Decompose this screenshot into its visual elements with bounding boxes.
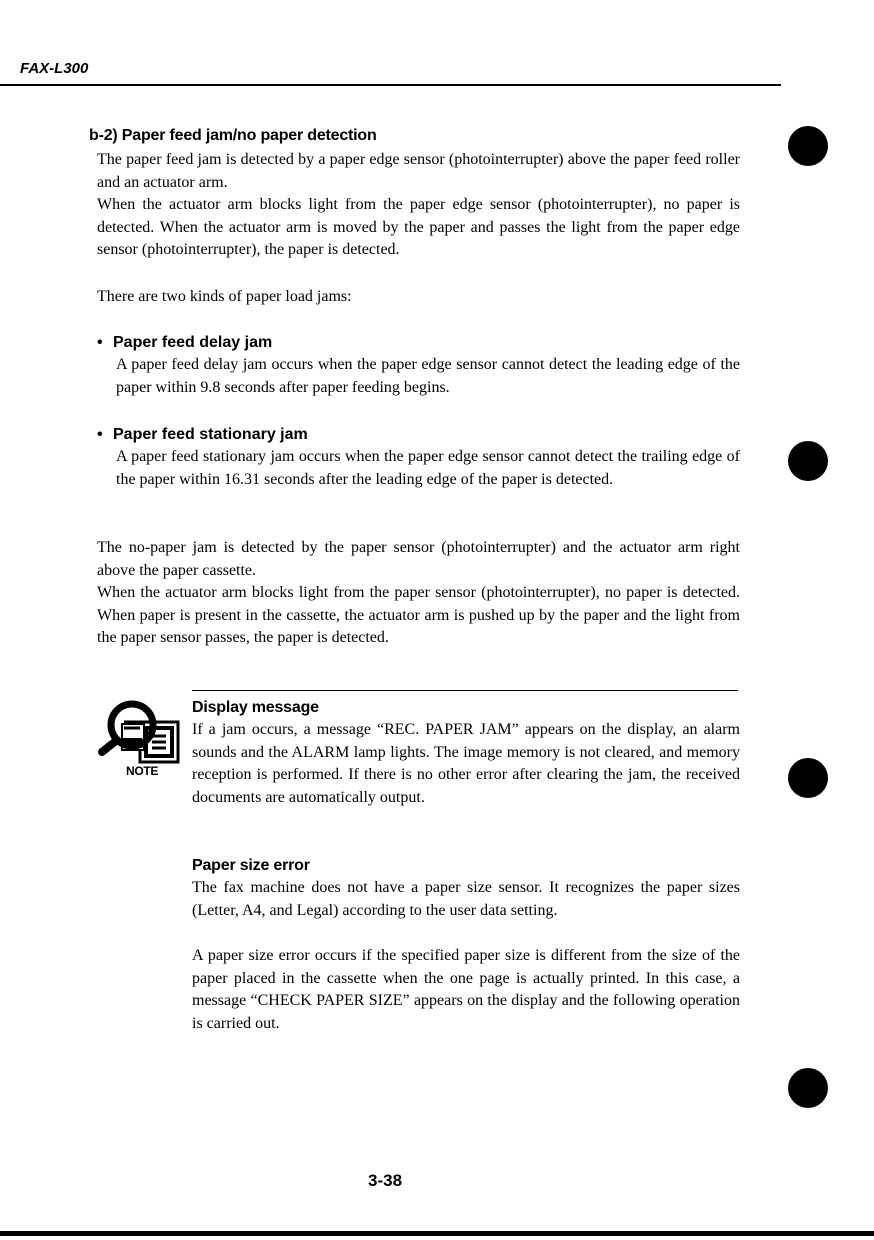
binding-hole-2 [788,441,828,481]
jam-type-1-title: Paper feed delay jam [113,334,273,351]
header-rule [0,84,781,86]
footer-bar [0,1231,874,1236]
bullet-icon: • [97,334,103,351]
binding-hole-3 [788,758,828,798]
jam-type-2-title: Paper feed stationary jam [113,426,308,443]
note-icon-label: NOTE [126,764,159,778]
note-icon [96,700,186,790]
section-heading: b-2) Paper feed jam/no paper detection [89,127,377,144]
bullet-icon: • [97,426,103,443]
jam-type-1-heading [97,332,272,354]
document-header-title: FAX-L300 [20,60,89,77]
binding-hole-1 [788,126,828,166]
intro-paragraph-2: When the actuator arm blocks light from the paper edge sensor (photointerrupter), no paper is detected. When the actuator arm is moved by the paper and passes the light from the paper edge sensor (photointerrupter), the paper is detected. [97,196,740,259]
binding-hole-4 [788,1068,828,1108]
jam-type-2-body: A paper feed stationary jam occurs when the paper edge sensor cannot detect the trailing edge of the paper within 16.31 seconds after the leading edge of the paper is detected. [116,448,740,488]
paper-size-error-body-2: A paper size error occurs if the specified paper size is different from the size of the paper placed in the cassette when the one page is actually printed. In this case, a message “CHECK PAPER SIZE” appears on the display and the following operation is carried out. [192,947,740,1033]
intro-paragraph-3: There are two kinds of paper load jams: [97,288,352,305]
jam-type-1-body: A paper feed delay jam occurs when the paper edge sensor cannot detect the leading edge of the paper within 9.8 seconds after paper feeding begins. [116,356,740,396]
note-rule [192,690,738,691]
intro-paragraph-1: The paper feed jam is detected by a paper edge sensor (photointerrupter) above the paper feed roller and an actuator arm. [97,151,740,191]
page-number: 3-38 [368,1171,403,1190]
no-paper-paragraph-2: When the actuator arm blocks light from the paper sensor (photointerrupter), no paper is detected. When paper is present in the cassette, the actuator arm is pushed up by the paper and the light from the paper sensor passes, the paper is detected. [97,584,740,647]
paper-size-error-heading: Paper size error [192,857,310,874]
jam-type-2-heading [97,424,308,446]
paper-size-error-body-1: The fax machine does not have a paper size sensor. It recognizes the paper sizes (Letter, A4, and Legal) according to the user data setting. [192,879,740,919]
no-paper-paragraph-1: The no-paper jam is detected by the paper sensor (photointerrupter) and the actuator arm right above the paper cassette. [97,539,740,579]
display-message-heading: Display message [192,699,319,716]
display-message-body: If a jam occurs, a message “REC. PAPER JAM” appears on the display, an alarm sounds and the ALARM lamp lights. The image memory is not cleared, and memory reception is performed. If there is no other error after clearing the jam, the received documents are automatically output. [192,721,740,807]
